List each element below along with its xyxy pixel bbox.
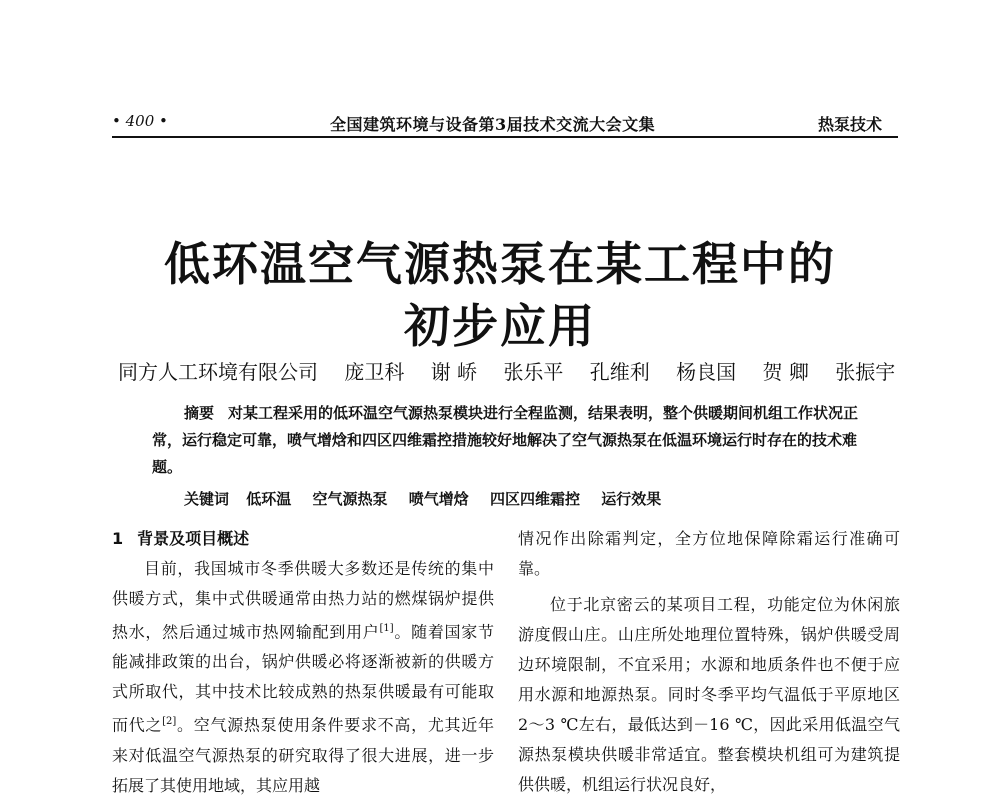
body-paragraph-continued: 情况作出除霜判定，全方位地保障除霜运行准确可靠。 bbox=[518, 529, 900, 578]
paper-title-line-2: 初步应用 bbox=[404, 299, 596, 353]
abstract-label: 摘要 bbox=[184, 404, 215, 422]
journal-title: 全国建筑环境与设备第3届技术交流大会文集 bbox=[330, 115, 656, 134]
text-run: 目前，我国城市冬季供暖大多数还是传统的集中供暖方式，集中式供暖通常由热力站的燃煤锅炉提供热水，然后通过城市热网输配到用户 bbox=[112, 559, 494, 642]
author-line bbox=[118, 356, 908, 385]
author-name: 杨良国 bbox=[676, 360, 737, 384]
keywords bbox=[184, 488, 677, 509]
citation: [1] bbox=[379, 623, 394, 634]
body-paragraph bbox=[112, 554, 494, 801]
affiliation: 同方人工环境有限公司 bbox=[118, 360, 318, 384]
author-name: 张振宇 bbox=[835, 360, 896, 384]
keywords-label: 关键词 bbox=[184, 490, 230, 508]
author-name: 贺 卿 bbox=[762, 360, 809, 384]
page-number: • 400 • bbox=[112, 112, 168, 130]
body-paragraph: 位于北京密云的某项目工程，功能定位为休闲旅游度假山庄。山庄所处地理位置特殊，锅炉供暖受周边环境限制，不宜采用；水源和地质条件也不便于应用水源和地源热泵。同时冬季平均气温低于平原地区 2～3 ℃左右，最低达到－16 ℃，因此采用低温空气源热泵模块供暖非常适宜。整套模块机组可为建筑提供供暖，机组运行状况良好， bbox=[518, 595, 900, 794]
running-header bbox=[112, 108, 898, 138]
abstract-text: 对某工程采用的低环温空气源热泵模块进行全程监测，结果表明，整个供暖期间机组工作状况正常，运行稳定可靠，喷气增焓和四区四维霜控措施较好地解决了空气源热泵在低温环境运行时存在的技术难题。 bbox=[152, 404, 859, 476]
section-heading bbox=[112, 524, 494, 554]
right-column bbox=[518, 524, 900, 806]
keyword: 空气源热泵 bbox=[312, 490, 388, 508]
section-number: 1 bbox=[112, 529, 124, 548]
left-column bbox=[112, 524, 494, 807]
text-run: 。空气源热泵使用条件要求不高，尤其近年来对低温空气源热泵的研究取得了很大进展，进一步拓展了其使用地域，其应用越 bbox=[112, 715, 494, 795]
author-name: 庞卫科 bbox=[344, 360, 405, 384]
text-run: 。随着国家节能减排政策的出台，锅炉供暖必将逐渐被新的供暖方式所取代，其中技术比较成熟的热泵供暖最有可能取而代之 bbox=[112, 622, 494, 735]
section-title: 背景及项目概述 bbox=[137, 529, 250, 548]
author-name: 张乐平 bbox=[503, 360, 564, 384]
section-name: 热泵技术 bbox=[817, 115, 882, 134]
keyword: 喷气增焓 bbox=[408, 490, 469, 508]
keyword: 四区四维霜控 bbox=[490, 490, 581, 508]
paper-title-line-1: 低环温空气源热泵在某工程中的 bbox=[164, 237, 836, 291]
author-name: 谢 峤 bbox=[430, 360, 478, 384]
abstract bbox=[152, 400, 872, 481]
keyword: 运行效果 bbox=[601, 490, 662, 508]
citation: [2] bbox=[162, 716, 177, 728]
author-name: 孔维利 bbox=[589, 360, 650, 384]
keyword: 低环温 bbox=[246, 490, 292, 508]
